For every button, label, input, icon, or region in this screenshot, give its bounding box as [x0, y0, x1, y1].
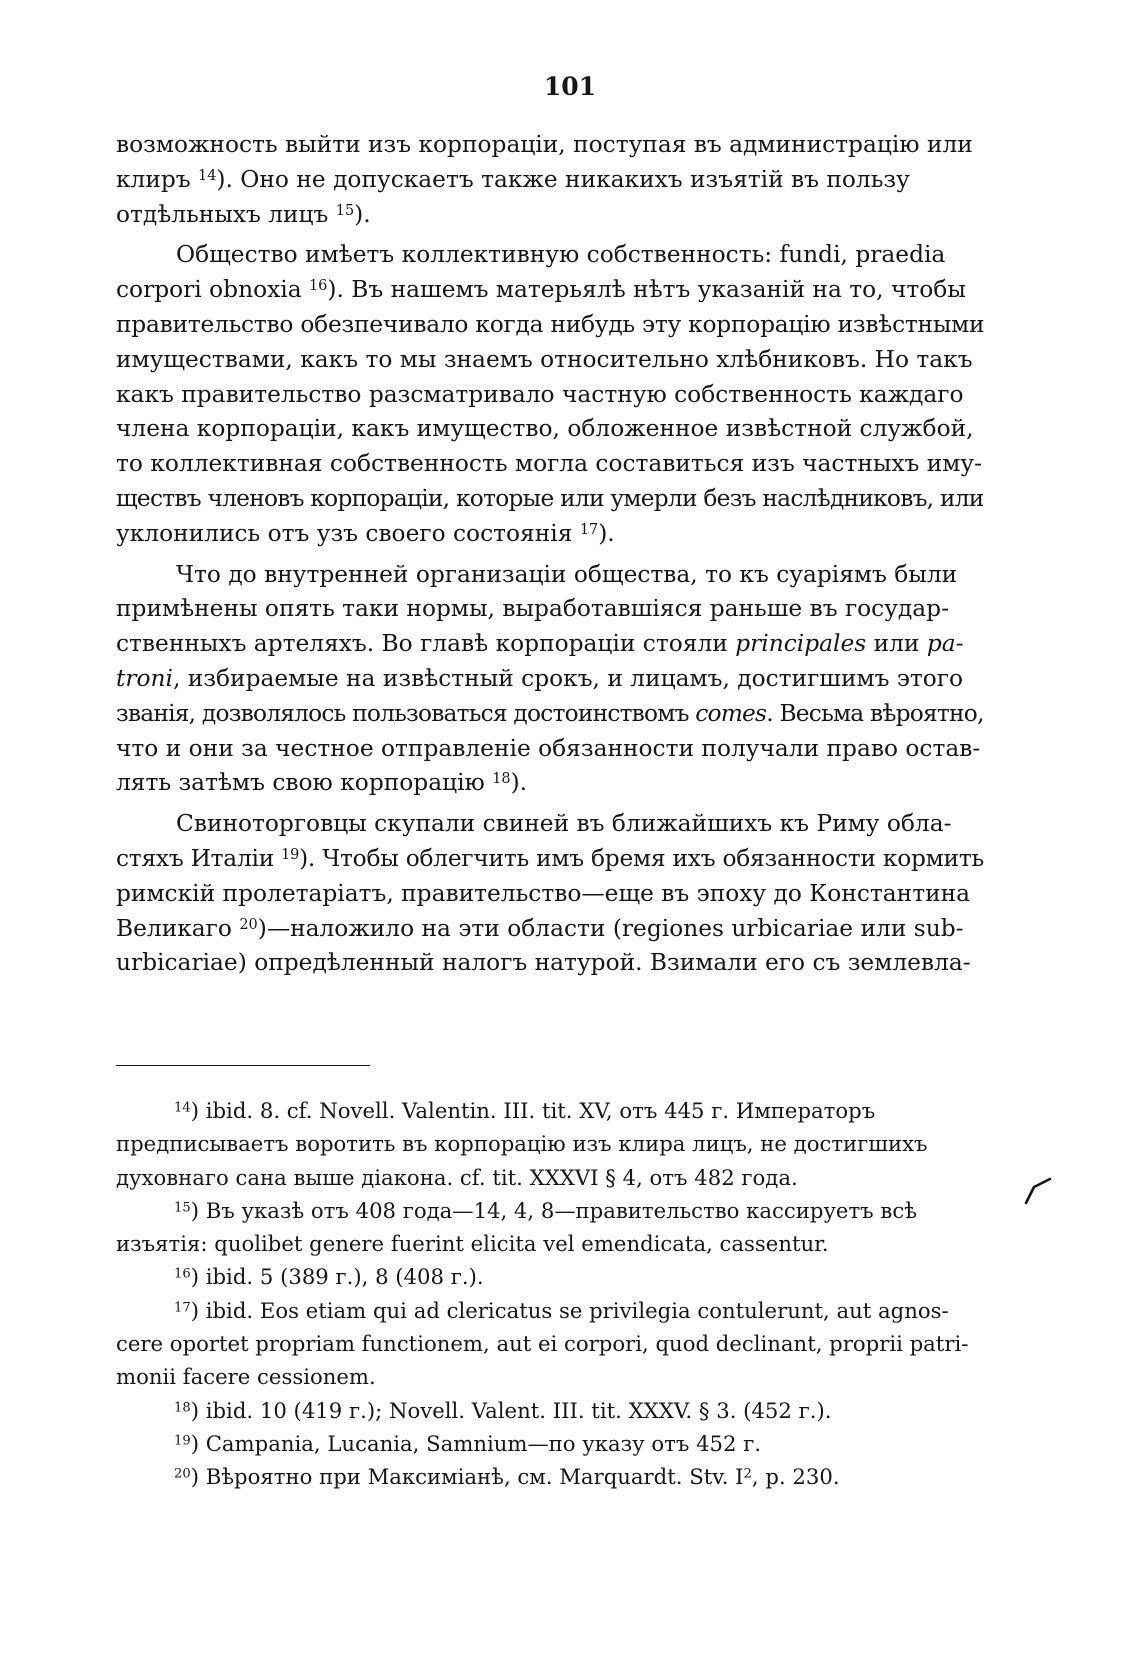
footnote-line	[116, 1360, 984, 1393]
text-run: римскій пролетаріатъ, правительство—еще въ эпоху до Константина	[116, 879, 971, 907]
text-line	[116, 662, 984, 697]
footnote-line	[116, 1394, 984, 1427]
footnotes	[116, 1094, 984, 1494]
pencil-mark-icon	[1020, 1165, 1060, 1211]
text-run: urbicariae) опредѣленный налогъ натурой. Взимали его съ землевла-	[116, 949, 971, 977]
text-line	[116, 877, 984, 912]
text-line	[116, 697, 984, 732]
text-line	[116, 517, 984, 552]
text-run: ) ibid. 5 (389 г.), 8 (408 г.).	[190, 1264, 484, 1290]
text-run: предписываетъ воротить въ корпорацію изъ клира лицъ, не достигшихъ	[116, 1131, 928, 1157]
text-run: )—наложило на эти области (regiones urbicariae или sub-	[257, 914, 964, 942]
footnote-ref: 18	[492, 771, 511, 788]
text-run: званія, дозволялось пользоваться достоинствомъ	[116, 699, 696, 727]
footnote-ref: 2	[743, 1466, 752, 1482]
footnote-line	[116, 1227, 984, 1260]
text-line	[116, 163, 984, 198]
text-run: члена корпораціи, какъ имущество, обложенное извѣстной службой,	[116, 415, 974, 443]
text-run: principales	[735, 630, 867, 658]
text-run: то коллективная собственность могла составиться изъ частныхъ иму-	[116, 450, 983, 478]
footnote-ref: 14	[174, 1100, 191, 1116]
text-run: ственныхъ артеляхъ. Во главѣ корпораціи стояли	[116, 630, 736, 658]
text-run: ). Чтобы облегчить имъ бремя ихъ обязанности кормить	[299, 844, 984, 872]
footnote-line	[116, 1327, 984, 1360]
text-run: monii facere cessionem.	[116, 1364, 376, 1390]
text-run: . Весьма вѣроятно,	[766, 699, 984, 727]
text-run: возможность выйти изъ корпораціи, поступая въ администрацію или	[116, 131, 973, 158]
text-run: ) ibid. Eos etiam qui ad clericatus se privilegia contulerunt, aut agnos-	[190, 1297, 949, 1323]
text-run: стяхъ Италіи	[116, 844, 282, 872]
text-line	[116, 273, 984, 308]
text-run: что и они за честное отправленіе обязанности получали право остав-	[116, 734, 981, 762]
text-line	[116, 592, 984, 627]
text-line	[116, 558, 984, 593]
text-run: Свиноторговцы скупали свиней въ ближайшихъ къ Риму обла-	[176, 810, 952, 838]
text-line	[116, 627, 984, 662]
text-run: Что до внутренней организаціи общества, то къ суаріямъ были	[176, 560, 958, 588]
footnote-line	[116, 1294, 984, 1327]
footnote-separator	[116, 1065, 370, 1066]
text-run: , избираемые на извѣстный срокъ, и лицамъ, достигшимъ этого	[172, 664, 964, 692]
text-run: ) Вѣроятно при Максиміанѣ, см. Marquardt. Stv. I	[190, 1464, 744, 1490]
text-run: лять затѣмъ свою корпорацію	[116, 769, 493, 797]
text-run: ). Оно не допускаетъ также никакихъ изъятій въ пользу	[216, 165, 910, 193]
text-line	[116, 198, 984, 233]
text-line	[116, 807, 984, 842]
text-line	[116, 912, 984, 947]
text-run: ).	[354, 200, 371, 228]
text-run: ) Въ указѣ отъ 408 года—14, 4, 8—правительство кассируетъ всѣ	[190, 1197, 917, 1223]
text-run: имуществами, какъ то мы знаемъ относительно хлѣбниковъ. Но такъ	[116, 345, 973, 373]
footnote-ref: 20	[239, 916, 258, 933]
text-line	[116, 482, 984, 517]
footnote-line	[116, 1127, 984, 1160]
footnote-line	[116, 1094, 984, 1127]
footnote-ref: 19	[281, 846, 300, 863]
text-line	[116, 238, 984, 273]
text-line	[116, 378, 984, 413]
text-run: ).	[510, 769, 528, 797]
text-run: духовнаго сана выше діакона. cf. tit. XXXVI § 4, отъ 482 года.	[116, 1164, 798, 1190]
page-number: 101	[543, 72, 597, 101]
footnote-ref: 14	[198, 167, 217, 184]
text-run: corpori obnoxia	[116, 276, 309, 304]
text-run: клиръ	[116, 165, 199, 193]
text-run: ) Campania, Lucania, Samnium—по указу отъ 452 г.	[190, 1430, 762, 1456]
text-line	[116, 766, 984, 801]
text-run: Великаго	[116, 914, 240, 942]
text-run: ) ibid. 8. cf. Novell. Valentin. III. tit. XV, отъ 445 г. Императоръ	[190, 1098, 876, 1123]
text-line	[116, 128, 984, 163]
text-run: ).	[598, 519, 615, 547]
footnote-ref: 15	[335, 202, 355, 219]
text-run: ) ibid. 10 (419 г.); Novell. Valent. III. tit. XXXV. § 3. (452 г.).	[190, 1397, 832, 1423]
text-line	[116, 842, 984, 877]
text-line	[116, 447, 984, 482]
footnote-line	[116, 1161, 984, 1194]
footnote-line	[116, 1260, 984, 1293]
text-run: comes	[695, 699, 767, 727]
text-line	[116, 732, 984, 767]
footnote-ref: 16	[174, 1266, 191, 1282]
text-run: troni	[116, 664, 173, 692]
text-run: ществъ членовъ корпораціи, которые или умерли безъ наслѣдниковъ, или	[116, 484, 984, 512]
text-run: cere oportet propriam functionem, aut ei corpori, quod declinant, proprii patri-	[116, 1331, 969, 1357]
text-run: какъ правительство разсматривало частную собственность каждаго	[116, 380, 964, 408]
footnote-line	[116, 1427, 984, 1460]
text-run: , p. 230.	[751, 1464, 840, 1490]
text-run: изъятія: quolibet genere fuerint elicita vel emendicata, cassentur.	[116, 1231, 829, 1257]
text-line	[116, 343, 984, 378]
main-text	[116, 128, 984, 981]
footnote-ref: 17	[579, 521, 599, 538]
text-line	[116, 308, 984, 343]
footnote-ref: 17	[174, 1300, 191, 1316]
text-run: отдѣльныхъ лицъ	[116, 200, 336, 228]
footnote-ref: 20	[174, 1466, 191, 1482]
text-run: примѣнены опять таки нормы, выработавшіяся раньше въ государ-	[116, 595, 949, 623]
text-run: правительство обезпечивало когда нибудь эту корпорацію извѣстными	[116, 310, 985, 338]
footnote-ref: 15	[174, 1200, 191, 1216]
footnote-line	[116, 1460, 984, 1493]
text-line	[116, 946, 984, 981]
footnote-ref: 18	[174, 1400, 191, 1416]
text-line	[116, 412, 984, 447]
footnote-ref: 19	[174, 1433, 191, 1449]
text-run: уклонились отъ узъ своего состоянія	[116, 519, 580, 547]
text-run: Общество имѣетъ коллективную собственность: fundi, praedia	[176, 241, 946, 269]
text-run: ). Въ нашемъ матерьялѣ нѣтъ указаній на то, чтобы	[327, 276, 966, 304]
footnote-line	[116, 1194, 984, 1227]
text-run: или	[866, 630, 927, 658]
text-run: pa-	[926, 630, 964, 658]
footnote-ref: 16	[309, 277, 328, 294]
